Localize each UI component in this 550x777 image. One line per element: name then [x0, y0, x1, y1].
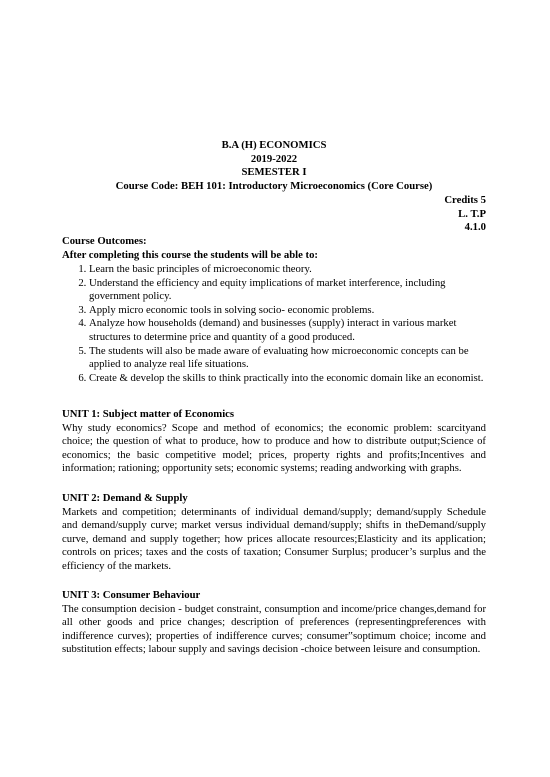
outcome-item: 5. The students will also be made aware of evaluating how microeconomic concepts can be applied to analyze real life situations. — [89, 345, 486, 372]
program-years: 2019-2022 — [250, 153, 298, 165]
outcomes-heading: Course Outcomes: — [62, 235, 147, 247]
unit-1 — [62, 408, 486, 476]
unit-3 — [62, 589, 486, 657]
outcome-item: 1. Learn the basic principles of microeconomic theory. — [89, 263, 486, 277]
unit-1-title: UNIT 1: Subject matter of Economics — [62, 408, 235, 420]
outcome-item: 4. Analyze how households (demand) and businesses (supply) interact in various market structures to determine price and quantity of a good produced. — [89, 317, 486, 344]
outcomes-list-wrap — [62, 263, 486, 385]
outcome-item: 3. Apply micro economic tools in solving socio- economic problems. — [89, 304, 486, 318]
program-title: B.A (H) ECONOMICS — [221, 139, 327, 151]
outcomes-intro: After completing this course the students will be able to: — [62, 249, 318, 261]
course-code-line: Course Code: BEH 101: Introductory Microeconomics (Core Course) — [115, 180, 433, 192]
semester-label: SEMESTER I — [241, 166, 307, 178]
unit-2 — [62, 492, 486, 574]
unit-3-body: The consumption decision - budget constraint, consumption and income/price changes,demand for all other goods and price changes; description of preferences (representingpreferences with indifference curves); properties of indifference curves; consumer‟soptimum choice; income and substitution effects; labour supply and savings decision -choice between leisure and consumption. — [62, 602, 486, 656]
outcome-item: 2. Understand the efficiency and equity implications of market interference, including government policy. — [89, 277, 486, 304]
unit-3-title: UNIT 3: Consumer Behaviour — [62, 589, 201, 601]
outcome-item: 6. Create & develop the skills to think practically into the economic domain like an economist. — [89, 372, 486, 386]
unit-1-body: Why study economics? Scope and method of economics; the economic problem: scarcityand choice; the question of what to produce, how to produce and how to distribute output;Science of economics; the basic competitive model; prices, property rights and profits;Incentives and information; rationing; opportunity sets; economic systems; reading andworking with graphs. — [62, 421, 486, 475]
unit-2-body: Markets and competition; determinants of individual demand/supply; demand/supply Schedule and demand/supply curve; market versus individual demand/supply; shifts in theDemand/supply curve, demand and supply together; how prices allocate resources;Elasticity and its application; controls on prices; taxes and the costs of taxation; Consumer Surplus; producer’s surplus and the efficiency of the markets. — [62, 505, 486, 572]
credits-label: Credits 5 — [444, 194, 486, 206]
ltp-value: 4.1.0 — [464, 221, 486, 233]
outcomes-list — [62, 263, 486, 385]
unit-2-title: UNIT 2: Demand & Supply — [62, 492, 188, 504]
ltp-label: L. T.P — [458, 208, 486, 220]
